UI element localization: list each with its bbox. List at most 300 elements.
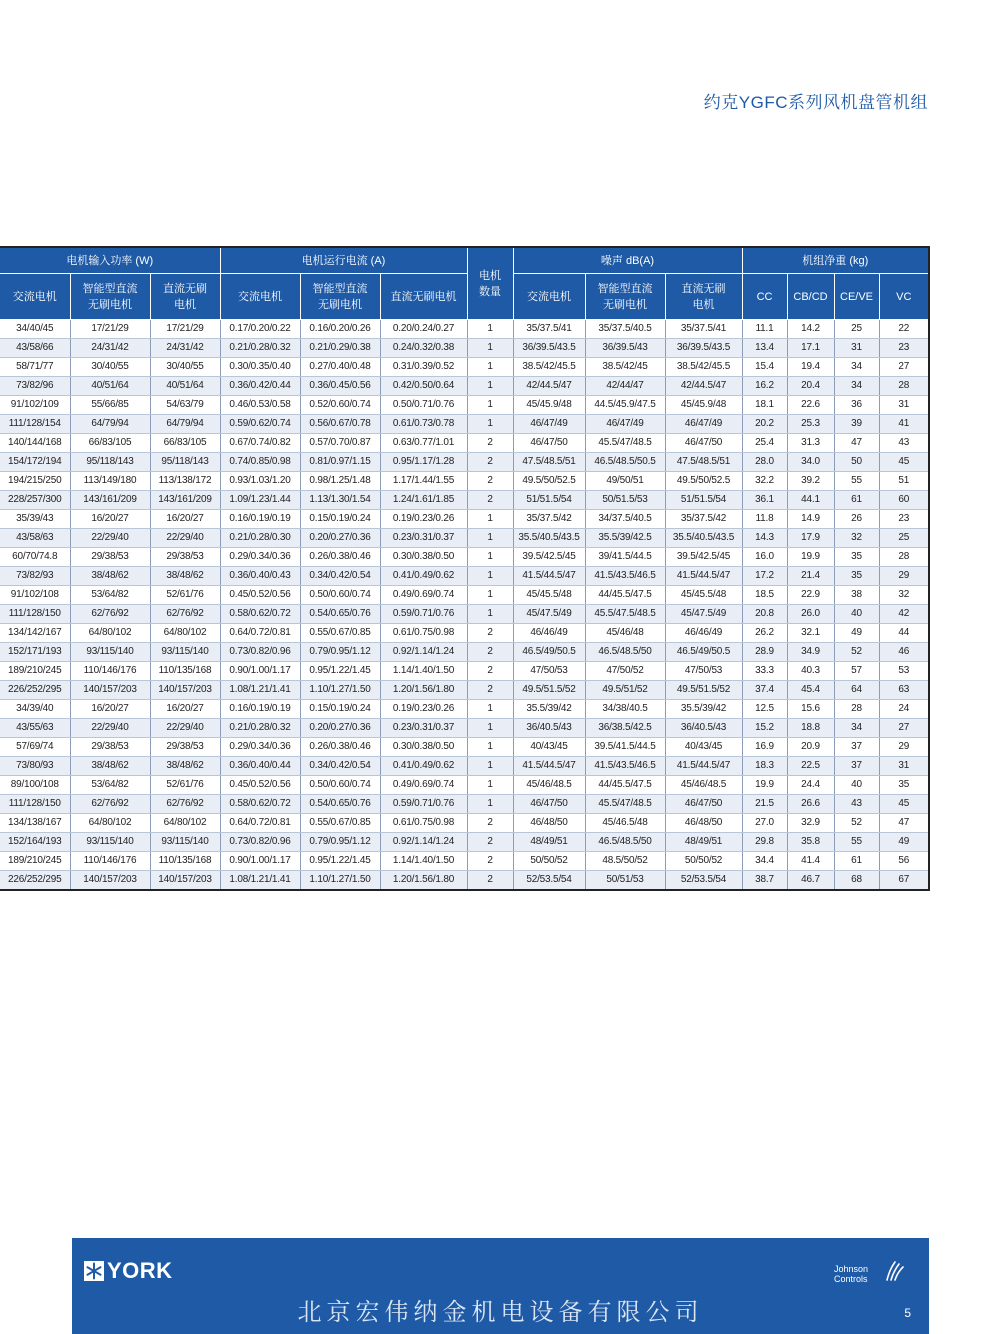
table-cell: 66/83/105: [70, 434, 150, 453]
document-title: 约克YGFC系列风机盘管机组: [703, 93, 928, 112]
table-cell: 34.0: [787, 453, 834, 472]
table-cell: 0.42/0.50/0.64: [380, 377, 467, 396]
table-cell: 2: [467, 871, 513, 891]
table-cell: 45/45.9/48: [665, 396, 742, 415]
table-cell: 39.5/42.5/45: [513, 548, 585, 567]
table-cell: 47/50/52: [585, 662, 665, 681]
table-cell: 34/38/40.5: [585, 700, 665, 719]
table-cell: 52/53.5/54: [513, 871, 585, 891]
table-cell: 0.21/0.28/0.30: [220, 529, 300, 548]
table-cell: 12.5: [742, 700, 787, 719]
table-cell: 46/46/49: [665, 624, 742, 643]
table-cell: 1.10/1.27/1.50: [300, 871, 380, 891]
table-cell: 1: [467, 757, 513, 776]
table-cell: 0.61/0.73/0.78: [380, 415, 467, 434]
table-cell: 0.23/0.31/0.37: [380, 529, 467, 548]
table-cell: 46/47/49: [585, 415, 665, 434]
table-cell: 35.8: [787, 833, 834, 852]
table-cell: 18.5: [742, 586, 787, 605]
table-cell: 0.45/0.52/0.56: [220, 776, 300, 795]
table-cell: 48/49/51: [513, 833, 585, 852]
table-cell: 35.5/40.5/43.5: [513, 529, 585, 548]
table-cell: 111/128/150: [0, 605, 70, 624]
group-header-noise: 噪声 dB(A): [513, 247, 742, 274]
table-cell: 17/21/29: [70, 320, 150, 339]
table-cell: 0.59/0.71/0.76: [380, 795, 467, 814]
table-cell: 0.41/0.49/0.62: [380, 567, 467, 586]
table-cell: 0.54/0.65/0.76: [300, 795, 380, 814]
table-row: [0, 586, 929, 605]
table-cell: 0.58/0.62/0.72: [220, 795, 300, 814]
table-cell: 47.5/48.5/51: [513, 453, 585, 472]
table-cell: 27: [879, 719, 929, 738]
table-cell: 0.63/0.77/1.01: [380, 434, 467, 453]
york-logo: [84, 1258, 173, 1284]
table-cell: 0.73/0.82/0.96: [220, 833, 300, 852]
table-cell: 35.5/39/42: [513, 700, 585, 719]
table-cell: 0.93/1.03/1.20: [220, 472, 300, 491]
table-cell: 0.73/0.82/0.96: [220, 643, 300, 662]
table-row: [0, 719, 929, 738]
group-header-weight: 机组净重 (kg): [742, 247, 929, 274]
table-cell: 36.1: [742, 491, 787, 510]
table-cell: 45: [879, 795, 929, 814]
table-cell: 49: [879, 833, 929, 852]
table-cell: 0.56/0.67/0.78: [300, 415, 380, 434]
table-cell: 0.45/0.52/0.56: [220, 586, 300, 605]
table-cell: 45/45.5/48: [665, 586, 742, 605]
table-cell: 1: [467, 586, 513, 605]
table-cell: 35.5/40.5/43.5: [665, 529, 742, 548]
table-cell: 49.5/50/52.5: [665, 472, 742, 491]
table-cell: 15.4: [742, 358, 787, 377]
subheader: 直流无刷电机: [380, 274, 467, 320]
table-row: [0, 472, 929, 491]
table-row: [0, 662, 929, 681]
table-cell: 39/41.5/44.5: [585, 548, 665, 567]
table-cell: 45/45.9/48: [513, 396, 585, 415]
table-cell: 38/48/62: [150, 757, 220, 776]
table-cell: 51/51.5/54: [513, 491, 585, 510]
table-cell: 41.5/44.5/47: [665, 757, 742, 776]
table-cell: 14.2: [787, 320, 834, 339]
table-cell: 66/83/105: [150, 434, 220, 453]
table-cell: 29: [879, 738, 929, 757]
jc-wordmark: Johnson Controls: [834, 1264, 869, 1284]
table-cell: 45/46/48.5: [665, 776, 742, 795]
table-cell: 46.5/48.5/50.5: [585, 453, 665, 472]
table-cell: 0.30/0.38/0.50: [380, 548, 467, 567]
table-cell: 41.5/44.5/47: [513, 757, 585, 776]
table-cell: 110/135/168: [150, 852, 220, 871]
table-cell: 47: [834, 434, 879, 453]
table-cell: 46/47/50: [665, 434, 742, 453]
table-cell: 24: [879, 700, 929, 719]
table-cell: 17/21/29: [150, 320, 220, 339]
table-cell: 11.1: [742, 320, 787, 339]
subheader: 智能型直流无刷电机: [300, 274, 380, 320]
table-cell: 1: [467, 377, 513, 396]
table-cell: 34.9: [787, 643, 834, 662]
table-cell: 0.46/0.53/0.58: [220, 396, 300, 415]
table-cell: 17.2: [742, 567, 787, 586]
table-cell: 2: [467, 472, 513, 491]
table-cell: 93/115/140: [150, 833, 220, 852]
table-cell: 61: [834, 852, 879, 871]
table-cell: 1.20/1.56/1.80: [380, 681, 467, 700]
table-cell: 189/210/245: [0, 852, 70, 871]
table-cell: 64/79/94: [150, 415, 220, 434]
table-cell: 1: [467, 320, 513, 339]
table-cell: 34/39/40: [0, 700, 70, 719]
table-cell: 26.6: [787, 795, 834, 814]
table-cell: 0.34/0.42/0.54: [300, 757, 380, 776]
table-cell: 0.50/0.71/0.76: [380, 396, 467, 415]
table-cell: 0.16/0.19/0.19: [220, 510, 300, 529]
table-cell: 50: [834, 453, 879, 472]
table-cell: 20.2: [742, 415, 787, 434]
table-cell: 35: [879, 776, 929, 795]
table-cell: 45.5/47/48.5: [585, 434, 665, 453]
table-cell: 110/135/168: [150, 662, 220, 681]
table-cell: 73/82/93: [0, 567, 70, 586]
table-cell: 57/69/74: [0, 738, 70, 757]
table-cell: 36/38.5/42.5: [585, 719, 665, 738]
table-cell: 55: [834, 833, 879, 852]
table-cell: 0.49/0.69/0.74: [380, 586, 467, 605]
table-cell: 1: [467, 358, 513, 377]
subheader: VC: [879, 274, 929, 320]
table-cell: 0.16/0.20/0.26: [300, 320, 380, 339]
table-cell: 1.24/1.61/1.85: [380, 491, 467, 510]
table-cell: 18.3: [742, 757, 787, 776]
table-cell: 45: [879, 453, 929, 472]
table-cell: 46/47/50: [665, 795, 742, 814]
table-cell: 35: [834, 567, 879, 586]
table-cell: 38/48/62: [70, 567, 150, 586]
table-cell: 62/76/92: [70, 605, 150, 624]
table-cell: 64/80/102: [150, 814, 220, 833]
table-cell: 0.21/0.28/0.32: [220, 339, 300, 358]
table-cell: 64: [834, 681, 879, 700]
table-cell: 20.8: [742, 605, 787, 624]
table-cell: 0.90/1.00/1.17: [220, 662, 300, 681]
table-cell: 19.9: [742, 776, 787, 795]
table-cell: 29/38/53: [70, 738, 150, 757]
table-cell: 1: [467, 738, 513, 757]
table-cell: 22.9: [787, 586, 834, 605]
subheader: 直流无刷电机: [665, 274, 742, 320]
table-cell: 0.92/1.14/1.24: [380, 833, 467, 852]
table-cell: 0.16/0.19/0.19: [220, 700, 300, 719]
table-cell: 36/40.5/43: [665, 719, 742, 738]
table-cell: 194/215/250: [0, 472, 70, 491]
table-row: [0, 776, 929, 795]
table-cell: 140/157/203: [70, 871, 150, 891]
table-cell: 53/64/82: [70, 776, 150, 795]
table-cell: 111/128/150: [0, 795, 70, 814]
table-cell: 51: [879, 472, 929, 491]
table-cell: 62/76/92: [150, 795, 220, 814]
table-cell: 1: [467, 396, 513, 415]
table-cell: 16.2: [742, 377, 787, 396]
table-cell: 2: [467, 833, 513, 852]
table-cell: 0.59/0.71/0.76: [380, 605, 467, 624]
table-cell: 60/70/74.8: [0, 548, 70, 567]
table-row: [0, 358, 929, 377]
table-cell: 0.50/0.60/0.74: [300, 586, 380, 605]
johnson-controls-logo: [834, 1260, 905, 1284]
table-row: [0, 339, 929, 358]
table-cell: 1.08/1.21/1.41: [220, 871, 300, 891]
table-cell: 32: [879, 586, 929, 605]
table-cell: 35/37.5/40.5: [585, 320, 665, 339]
table-cell: 26: [834, 510, 879, 529]
table-cell: 0.36/0.42/0.44: [220, 377, 300, 396]
table-cell: 40/43/45: [513, 738, 585, 757]
subheader: CC: [742, 274, 787, 320]
table-cell: 28.9: [742, 643, 787, 662]
subheader: 智能型直流无刷电机: [70, 274, 150, 320]
table-cell: 0.57/0.70/0.87: [300, 434, 380, 453]
spec-table: [0, 246, 930, 891]
group-header-current: 电机运行电流 (A): [220, 247, 467, 274]
table-cell: 46/47/49: [665, 415, 742, 434]
table-cell: 11.8: [742, 510, 787, 529]
table-cell: 42/44/47: [585, 377, 665, 396]
table-cell: 62/76/92: [70, 795, 150, 814]
table-cell: 1.13/1.30/1.54: [300, 491, 380, 510]
york-wordmark: YORK: [107, 1258, 173, 1283]
table-cell: 37.4: [742, 681, 787, 700]
table-cell: 43/58/66: [0, 339, 70, 358]
table-row: [0, 377, 929, 396]
table-cell: 32.1: [787, 624, 834, 643]
table-cell: 63: [879, 681, 929, 700]
table-cell: 50/50/52: [665, 852, 742, 871]
table-cell: 0.21/0.28/0.32: [220, 719, 300, 738]
table-cell: 34/40/45: [0, 320, 70, 339]
table-row: [0, 852, 929, 871]
table-cell: 26.2: [742, 624, 787, 643]
table-row: [0, 700, 929, 719]
table-cell: 45/46.5/48: [585, 814, 665, 833]
table-cell: 1.09/1.23/1.44: [220, 491, 300, 510]
table-cell: 46/48/50: [665, 814, 742, 833]
table-cell: 40/51/64: [70, 377, 150, 396]
table-cell: 1.10/1.27/1.50: [300, 681, 380, 700]
table-cell: 26.0: [787, 605, 834, 624]
table-cell: 34.4: [742, 852, 787, 871]
table-cell: 0.64/0.72/0.81: [220, 624, 300, 643]
table-cell: 38/48/62: [70, 757, 150, 776]
table-cell: 0.21/0.29/0.38: [300, 339, 380, 358]
table-cell: 18.1: [742, 396, 787, 415]
table-cell: 58/71/77: [0, 358, 70, 377]
table-cell: 24/31/42: [150, 339, 220, 358]
table-cell: 28: [879, 548, 929, 567]
table-cell: 22/29/40: [150, 719, 220, 738]
table-cell: 0.36/0.40/0.43: [220, 567, 300, 586]
table-cell: 41.5/44.5/47: [513, 567, 585, 586]
table-cell: 38.7: [742, 871, 787, 891]
table-cell: 22/29/40: [70, 529, 150, 548]
table-cell: 0.95/1.22/1.45: [300, 852, 380, 871]
table-cell: 50/50/52: [513, 852, 585, 871]
table-cell: 67: [879, 871, 929, 891]
table-cell: 46.5/49/50.5: [665, 643, 742, 662]
table-cell: 40: [834, 776, 879, 795]
table-cell: 44.5/45.9/47.5: [585, 396, 665, 415]
table-cell: 29: [879, 567, 929, 586]
table-cell: 42/44.5/47: [513, 377, 585, 396]
table-row: [0, 434, 929, 453]
table-cell: 1.14/1.40/1.50: [380, 852, 467, 871]
table-cell: 93/115/140: [70, 833, 150, 852]
table-cell: 44.1: [787, 491, 834, 510]
table-cell: 23: [879, 339, 929, 358]
table-cell: 16/20/27: [150, 510, 220, 529]
table-row: [0, 605, 929, 624]
table-cell: 0.64/0.72/0.81: [220, 814, 300, 833]
table-cell: 1: [467, 795, 513, 814]
snowflake-icon: [84, 1261, 104, 1281]
table-cell: 22.6: [787, 396, 834, 415]
table-cell: 0.54/0.65/0.76: [300, 605, 380, 624]
subheader: 交流电机: [220, 274, 300, 320]
table-row: [0, 567, 929, 586]
table-cell: 45/47.5/49: [665, 605, 742, 624]
table-row: [0, 833, 929, 852]
table-cell: 51/51.5/54: [665, 491, 742, 510]
company-name: 北京宏伟纳金机电设备有限公司: [297, 1299, 704, 1326]
table-cell: 22.5: [787, 757, 834, 776]
table-cell: 45/45.5/48: [513, 586, 585, 605]
subheader: 交流电机: [513, 274, 585, 320]
table-cell: 46.7: [787, 871, 834, 891]
table-cell: 38.5/42/45.5: [665, 358, 742, 377]
table-cell: 52/61/76: [150, 776, 220, 795]
table-cell: 89/100/108: [0, 776, 70, 795]
table-cell: 44: [879, 624, 929, 643]
table-cell: 48/49/51: [665, 833, 742, 852]
table-row: [0, 415, 929, 434]
table-cell: 1: [467, 548, 513, 567]
table-cell: 110/146/176: [70, 662, 150, 681]
table-cell: 0.59/0.62/0.74: [220, 415, 300, 434]
table-cell: 68: [834, 871, 879, 891]
table-cell: 49.5/50/52.5: [513, 472, 585, 491]
table-cell: 25: [879, 529, 929, 548]
table-cell: 73/80/93: [0, 757, 70, 776]
subheader: CB/CD: [787, 274, 834, 320]
table-cell: 23: [879, 510, 929, 529]
table-cell: 55: [834, 472, 879, 491]
table-cell: 49.5/51.5/52: [513, 681, 585, 700]
table-cell: 44/45.5/47.5: [585, 776, 665, 795]
table-cell: 0.50/0.60/0.74: [300, 776, 380, 795]
group-header-motor-count: 电机数量: [467, 247, 513, 320]
table-cell: 37: [834, 738, 879, 757]
table-row: [0, 738, 929, 757]
table-cell: 1.20/1.56/1.80: [380, 871, 467, 891]
table-cell: 1: [467, 339, 513, 358]
table-cell: 1: [467, 605, 513, 624]
table-cell: 29/38/53: [150, 738, 220, 757]
table-cell: 64/79/94: [70, 415, 150, 434]
table-cell: 34: [834, 358, 879, 377]
subheader: 智能型直流无刷电机: [585, 274, 665, 320]
table-cell: 46.5/48.5/50: [585, 833, 665, 852]
footer-bar: [72, 1238, 929, 1334]
table-cell: 30/40/55: [70, 358, 150, 377]
table-cell: 47/50/53: [513, 662, 585, 681]
table-cell: 143/161/209: [150, 491, 220, 510]
table-cell: 140/157/203: [150, 871, 220, 891]
table-cell: 21.4: [787, 567, 834, 586]
table-cell: 73/82/96: [0, 377, 70, 396]
table-cell: 28: [834, 700, 879, 719]
table-cell: 25.3: [787, 415, 834, 434]
table-row: [0, 624, 929, 643]
table-cell: 39.2: [787, 472, 834, 491]
table-cell: 0.24/0.32/0.38: [380, 339, 467, 358]
table-cell: 52/53.5/54: [665, 871, 742, 891]
table-cell: 2: [467, 453, 513, 472]
table-cell: 42/44.5/47: [665, 377, 742, 396]
table-cell: 39: [834, 415, 879, 434]
table-cell: 1.14/1.40/1.50: [380, 662, 467, 681]
table-cell: 62/76/92: [150, 605, 220, 624]
table-cell: 0.27/0.40/0.48: [300, 358, 380, 377]
table-row: [0, 491, 929, 510]
table-cell: 41.5/43.5/46.5: [585, 757, 665, 776]
table-cell: 1: [467, 700, 513, 719]
table-cell: 35.5/39/42.5: [585, 529, 665, 548]
table-cell: 36/40.5/43: [513, 719, 585, 738]
table-header: [0, 247, 929, 320]
table-cell: 40.3: [787, 662, 834, 681]
table-row: [0, 643, 929, 662]
table-cell: 46: [879, 643, 929, 662]
table-cell: 40: [834, 605, 879, 624]
table-cell: 0.30/0.35/0.40: [220, 358, 300, 377]
table-cell: 22/29/40: [150, 529, 220, 548]
table-cell: 16/20/27: [70, 700, 150, 719]
table-cell: 14.9: [787, 510, 834, 529]
table-cell: 0.55/0.67/0.85: [300, 624, 380, 643]
table-cell: 35: [834, 548, 879, 567]
table-cell: 20.9: [787, 738, 834, 757]
table-cell: 0.55/0.67/0.85: [300, 814, 380, 833]
table-cell: 33.3: [742, 662, 787, 681]
table-cell: 0.20/0.27/0.36: [300, 719, 380, 738]
table-cell: 25.4: [742, 434, 787, 453]
table-cell: 15.6: [787, 700, 834, 719]
table-cell: 50/51.5/53: [585, 491, 665, 510]
table-cell: 22/29/40: [70, 719, 150, 738]
table-row: [0, 548, 929, 567]
table-cell: 1: [467, 567, 513, 586]
table-cell: 43/58/63: [0, 529, 70, 548]
table-cell: 46.5/48.5/50: [585, 643, 665, 662]
table-row: [0, 396, 929, 415]
table-row: [0, 871, 929, 891]
table-cell: 2: [467, 681, 513, 700]
table-cell: 0.20/0.27/0.36: [300, 529, 380, 548]
table-cell: 39.5/41.5/44.5: [585, 738, 665, 757]
table-cell: 35/37.5/42: [513, 510, 585, 529]
